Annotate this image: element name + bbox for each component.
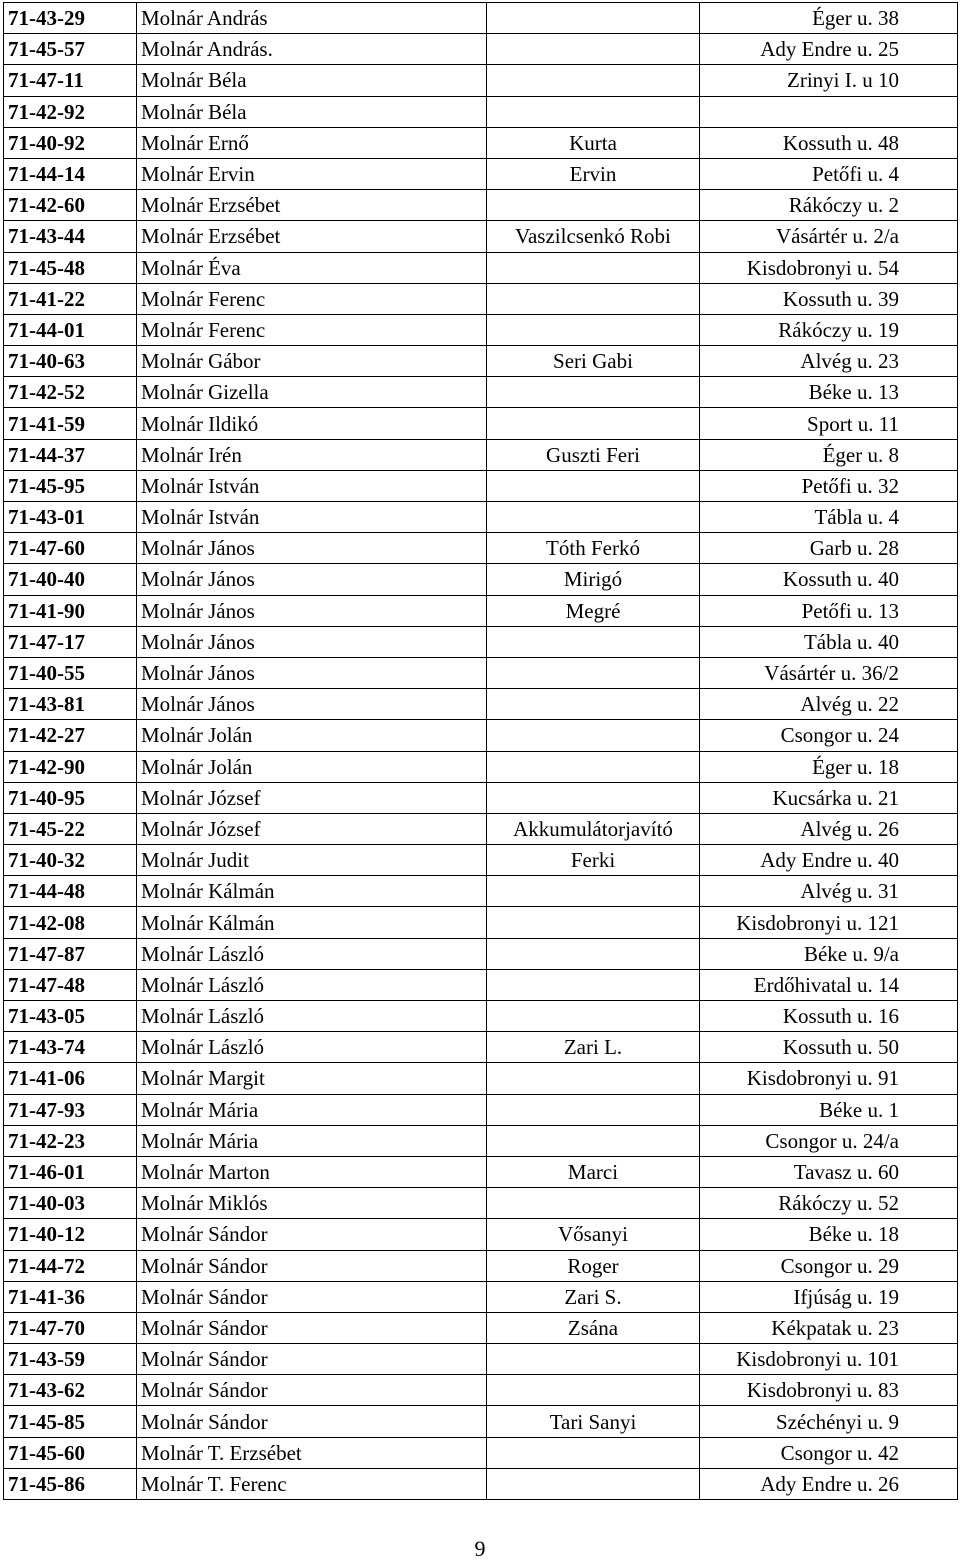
table-row xyxy=(4,751,958,782)
table-row xyxy=(4,283,958,314)
person-name-cell: Molnár Kálmán xyxy=(137,876,487,907)
table-row xyxy=(4,190,958,221)
address-cell: Ady Endre u. 25 xyxy=(700,34,958,65)
table-row xyxy=(4,158,958,189)
table-row xyxy=(4,689,958,720)
address-cell: Kisdobronyi u. 54 xyxy=(700,252,958,283)
address-cell: Béke u. 1 xyxy=(700,1094,958,1125)
nickname-cell xyxy=(487,377,700,408)
table-row xyxy=(4,1188,958,1219)
address-cell: Béke u. 18 xyxy=(700,1219,958,1250)
table-row xyxy=(4,1001,958,1032)
person-name-cell: Molnár Gizella xyxy=(137,377,487,408)
phone-number-cell: 71-47-70 xyxy=(4,1312,137,1343)
nickname-cell: Megré xyxy=(487,595,700,626)
address-cell: Csongor u. 29 xyxy=(700,1250,958,1281)
table-row xyxy=(4,533,958,564)
phone-number-cell: 71-42-52 xyxy=(4,377,137,408)
nickname-cell: Ervin xyxy=(487,158,700,189)
table-row xyxy=(4,595,958,626)
phone-number-cell: 71-45-57 xyxy=(4,34,137,65)
phone-number-cell: 71-41-59 xyxy=(4,408,137,439)
person-name-cell: Molnár Erzsébet xyxy=(137,190,487,221)
nickname-cell xyxy=(487,470,700,501)
nickname-cell: Kurta xyxy=(487,127,700,158)
nickname-cell xyxy=(487,1344,700,1375)
nickname-cell: Vősanyi xyxy=(487,1219,700,1250)
table-row xyxy=(4,1250,958,1281)
nickname-cell: Zari L. xyxy=(487,1032,700,1063)
nickname-cell xyxy=(487,408,700,439)
table-row xyxy=(4,1032,958,1063)
nickname-cell: Akkumulátorjavító xyxy=(487,813,700,844)
phone-number-cell: 71-42-92 xyxy=(4,96,137,127)
table-row xyxy=(4,1063,958,1094)
phone-number-cell: 71-43-29 xyxy=(4,3,137,34)
phone-directory-body xyxy=(4,3,958,1500)
phone-number-cell: 71-47-87 xyxy=(4,938,137,969)
phone-number-cell: 71-41-90 xyxy=(4,595,137,626)
address-cell: Garb u. 28 xyxy=(700,533,958,564)
table-row xyxy=(4,96,958,127)
phone-number-cell: 71-42-08 xyxy=(4,907,137,938)
address-cell: Kossuth u. 39 xyxy=(700,283,958,314)
address-cell: Rákóczy u. 52 xyxy=(700,1188,958,1219)
address-cell: Béke u. 9/a xyxy=(700,938,958,969)
person-name-cell: Molnár János xyxy=(137,564,487,595)
person-name-cell: Molnár T. Erzsébet xyxy=(137,1437,487,1468)
nickname-cell: Marci xyxy=(487,1156,700,1187)
person-name-cell: Molnár Béla xyxy=(137,65,487,96)
nickname-cell xyxy=(487,1125,700,1156)
table-row xyxy=(4,3,958,34)
table-row xyxy=(4,1344,958,1375)
nickname-cell xyxy=(487,1094,700,1125)
address-cell: Csongor u. 24/a xyxy=(700,1125,958,1156)
person-name-cell: Molnár Jolán xyxy=(137,720,487,751)
address-cell: Petőfi u. 4 xyxy=(700,158,958,189)
person-name-cell: Molnár Irén xyxy=(137,439,487,470)
phone-number-cell: 71-47-11 xyxy=(4,65,137,96)
address-cell: Béke u. 13 xyxy=(700,377,958,408)
table-row xyxy=(4,221,958,252)
table-row xyxy=(4,127,958,158)
address-cell: Kossuth u. 16 xyxy=(700,1001,958,1032)
address-cell: Tavasz u. 60 xyxy=(700,1156,958,1187)
phone-number-cell: 71-44-01 xyxy=(4,314,137,345)
table-row xyxy=(4,564,958,595)
phone-number-cell: 71-47-48 xyxy=(4,969,137,1000)
address-cell: Alvég u. 22 xyxy=(700,689,958,720)
person-name-cell: Molnár Sándor xyxy=(137,1344,487,1375)
phone-number-cell: 71-43-44 xyxy=(4,221,137,252)
phone-directory-table xyxy=(3,2,958,1500)
phone-number-cell: 71-47-60 xyxy=(4,533,137,564)
nickname-cell: Guszti Feri xyxy=(487,439,700,470)
address-cell: Ifjúság u. 19 xyxy=(700,1281,958,1312)
person-name-cell: Molnár László xyxy=(137,1032,487,1063)
phone-number-cell: 71-40-12 xyxy=(4,1219,137,1250)
person-name-cell: Molnár Mária xyxy=(137,1094,487,1125)
nickname-cell xyxy=(487,1375,700,1406)
nickname-cell xyxy=(487,502,700,533)
table-row xyxy=(4,938,958,969)
person-name-cell: Molnár János xyxy=(137,626,487,657)
address-cell: Petőfi u. 32 xyxy=(700,470,958,501)
nickname-cell: Tari Sanyi xyxy=(487,1406,700,1437)
address-cell: Vásártér u. 36/2 xyxy=(700,657,958,688)
address-cell: Kékpatak u. 23 xyxy=(700,1312,958,1343)
person-name-cell: Molnár Margit xyxy=(137,1063,487,1094)
table-row xyxy=(4,1125,958,1156)
address-cell: Kisdobronyi u. 91 xyxy=(700,1063,958,1094)
phone-number-cell: 71-40-55 xyxy=(4,657,137,688)
address-cell: Alvég u. 31 xyxy=(700,876,958,907)
nickname-cell: Ferki xyxy=(487,845,700,876)
nickname-cell xyxy=(487,65,700,96)
address-cell: Éger u. 38 xyxy=(700,3,958,34)
nickname-cell: Roger xyxy=(487,1250,700,1281)
nickname-cell: Seri Gabi xyxy=(487,346,700,377)
phone-number-cell: 71-43-81 xyxy=(4,689,137,720)
person-name-cell: Molnár Éva xyxy=(137,252,487,283)
address-cell: Csongor u. 24 xyxy=(700,720,958,751)
nickname-cell xyxy=(487,969,700,1000)
address-cell: Csongor u. 42 xyxy=(700,1437,958,1468)
table-row xyxy=(4,1281,958,1312)
table-row xyxy=(4,1219,958,1250)
phone-number-cell: 71-41-22 xyxy=(4,283,137,314)
phone-number-cell: 71-40-40 xyxy=(4,564,137,595)
table-row xyxy=(4,876,958,907)
nickname-cell xyxy=(487,1188,700,1219)
address-cell: Alvég u. 23 xyxy=(700,346,958,377)
person-name-cell: Molnár Sándor xyxy=(137,1406,487,1437)
nickname-cell xyxy=(487,1063,700,1094)
phone-number-cell: 71-44-14 xyxy=(4,158,137,189)
person-name-cell: Molnár Ildikó xyxy=(137,408,487,439)
phone-number-cell: 71-45-60 xyxy=(4,1437,137,1468)
nickname-cell xyxy=(487,1437,700,1468)
phone-number-cell: 71-45-95 xyxy=(4,470,137,501)
phone-number-cell: 71-45-22 xyxy=(4,813,137,844)
phone-number-cell: 71-41-36 xyxy=(4,1281,137,1312)
nickname-cell xyxy=(487,1001,700,1032)
person-name-cell: Molnár Sándor xyxy=(137,1312,487,1343)
table-row xyxy=(4,408,958,439)
address-cell: Erdőhivatal u. 14 xyxy=(700,969,958,1000)
person-name-cell: Molnár Kálmán xyxy=(137,907,487,938)
phone-number-cell: 71-47-17 xyxy=(4,626,137,657)
table-row xyxy=(4,782,958,813)
table-row xyxy=(4,377,958,408)
table-row xyxy=(4,346,958,377)
person-name-cell: Molnár Ervin xyxy=(137,158,487,189)
table-row xyxy=(4,907,958,938)
person-name-cell: Molnár Béla xyxy=(137,96,487,127)
nickname-cell xyxy=(487,96,700,127)
phone-number-cell: 71-40-03 xyxy=(4,1188,137,1219)
table-row xyxy=(4,1375,958,1406)
person-name-cell: Molnár László xyxy=(137,969,487,1000)
address-cell: Sport u. 11 xyxy=(700,408,958,439)
table-row xyxy=(4,720,958,751)
phone-number-cell: 71-45-86 xyxy=(4,1468,137,1499)
person-name-cell: Molnár András xyxy=(137,3,487,34)
nickname-cell xyxy=(487,34,700,65)
person-name-cell: Molnár Sándor xyxy=(137,1281,487,1312)
phone-number-cell: 71-45-85 xyxy=(4,1406,137,1437)
table-row xyxy=(4,657,958,688)
person-name-cell: Molnár Ernő xyxy=(137,127,487,158)
person-name-cell: Molnár László xyxy=(137,938,487,969)
person-name-cell: Molnár István xyxy=(137,502,487,533)
nickname-cell xyxy=(487,782,700,813)
address-cell: Alvég u. 26 xyxy=(700,813,958,844)
nickname-cell xyxy=(487,751,700,782)
person-name-cell: Molnár János xyxy=(137,533,487,564)
phone-number-cell: 71-42-60 xyxy=(4,190,137,221)
table-row xyxy=(4,439,958,470)
nickname-cell: Vaszilcsenkó Robi xyxy=(487,221,700,252)
nickname-cell xyxy=(487,689,700,720)
nickname-cell xyxy=(487,252,700,283)
phone-number-cell: 71-40-32 xyxy=(4,845,137,876)
person-name-cell: Molnár Ferenc xyxy=(137,314,487,345)
nickname-cell xyxy=(487,657,700,688)
address-cell: Kisdobronyi u. 121 xyxy=(700,907,958,938)
phone-number-cell: 71-44-37 xyxy=(4,439,137,470)
phone-number-cell: 71-40-63 xyxy=(4,346,137,377)
address-cell xyxy=(700,96,958,127)
phone-number-cell: 71-43-74 xyxy=(4,1032,137,1063)
address-cell: Éger u. 8 xyxy=(700,439,958,470)
table-row xyxy=(4,252,958,283)
address-cell: Kisdobronyi u. 101 xyxy=(700,1344,958,1375)
table-row xyxy=(4,502,958,533)
address-cell: Tábla u. 4 xyxy=(700,502,958,533)
phone-number-cell: 71-46-01 xyxy=(4,1156,137,1187)
phone-number-cell: 71-40-95 xyxy=(4,782,137,813)
phone-number-cell: 71-47-93 xyxy=(4,1094,137,1125)
table-row xyxy=(4,1094,958,1125)
address-cell: Petőfi u. 13 xyxy=(700,595,958,626)
phone-number-cell: 71-40-92 xyxy=(4,127,137,158)
address-cell: Kossuth u. 48 xyxy=(700,127,958,158)
table-row xyxy=(4,969,958,1000)
person-name-cell: Molnár István xyxy=(137,470,487,501)
nickname-cell: Mirigó xyxy=(487,564,700,595)
phone-number-cell: 71-43-01 xyxy=(4,502,137,533)
person-name-cell: Molnár Ferenc xyxy=(137,283,487,314)
phone-number-cell: 71-43-05 xyxy=(4,1001,137,1032)
person-name-cell: Molnár Erzsébet xyxy=(137,221,487,252)
address-cell: Kisdobronyi u. 83 xyxy=(700,1375,958,1406)
address-cell: Kossuth u. 40 xyxy=(700,564,958,595)
person-name-cell: Molnár János xyxy=(137,595,487,626)
nickname-cell xyxy=(487,907,700,938)
phone-number-cell: 71-44-72 xyxy=(4,1250,137,1281)
phone-number-cell: 71-43-59 xyxy=(4,1344,137,1375)
nickname-cell: Tóth Ferkó xyxy=(487,533,700,564)
person-name-cell: Molnár József xyxy=(137,782,487,813)
phone-number-cell: 71-45-48 xyxy=(4,252,137,283)
table-row xyxy=(4,470,958,501)
person-name-cell: Molnár Sándor xyxy=(137,1375,487,1406)
person-name-cell: Molnár Sándor xyxy=(137,1250,487,1281)
nickname-cell xyxy=(487,283,700,314)
table-row xyxy=(4,813,958,844)
table-row xyxy=(4,1312,958,1343)
address-cell: Vásártér u. 2/a xyxy=(700,221,958,252)
table-row xyxy=(4,314,958,345)
phone-number-cell: 71-43-62 xyxy=(4,1375,137,1406)
table-row xyxy=(4,626,958,657)
phone-number-cell: 71-42-23 xyxy=(4,1125,137,1156)
phone-number-cell: 71-42-90 xyxy=(4,751,137,782)
phone-number-cell: 71-41-06 xyxy=(4,1063,137,1094)
address-cell: Éger u. 18 xyxy=(700,751,958,782)
nickname-cell xyxy=(487,3,700,34)
address-cell: Rákóczy u. 2 xyxy=(700,190,958,221)
person-name-cell: Molnár Marton xyxy=(137,1156,487,1187)
table-row xyxy=(4,1406,958,1437)
table-row xyxy=(4,845,958,876)
person-name-cell: Molnár András. xyxy=(137,34,487,65)
nickname-cell xyxy=(487,876,700,907)
nickname-cell xyxy=(487,938,700,969)
person-name-cell: Molnár János xyxy=(137,657,487,688)
person-name-cell: Molnár Miklós xyxy=(137,1188,487,1219)
nickname-cell xyxy=(487,626,700,657)
page-number: 9 xyxy=(474,1536,486,1561)
nickname-cell: Zsána xyxy=(487,1312,700,1343)
person-name-cell: Molnár Judit xyxy=(137,845,487,876)
person-name-cell: Molnár János xyxy=(137,689,487,720)
address-cell: Széchényi u. 9 xyxy=(700,1406,958,1437)
address-cell: Ady Endre u. 26 xyxy=(700,1468,958,1499)
phone-number-cell: 71-44-48 xyxy=(4,876,137,907)
table-row xyxy=(4,1156,958,1187)
person-name-cell: Molnár Mária xyxy=(137,1125,487,1156)
nickname-cell: Zari S. xyxy=(487,1281,700,1312)
nickname-cell xyxy=(487,314,700,345)
address-cell: Rákóczy u. 19 xyxy=(700,314,958,345)
address-cell: Kucsárka u. 21 xyxy=(700,782,958,813)
nickname-cell xyxy=(487,190,700,221)
person-name-cell: Molnár József xyxy=(137,813,487,844)
address-cell: Ady Endre u. 40 xyxy=(700,845,958,876)
person-name-cell: Molnár László xyxy=(137,1001,487,1032)
nickname-cell xyxy=(487,720,700,751)
table-row xyxy=(4,1468,958,1499)
person-name-cell: Molnár Sándor xyxy=(137,1219,487,1250)
table-row xyxy=(4,1437,958,1468)
person-name-cell: Molnár T. Ferenc xyxy=(137,1468,487,1499)
nickname-cell xyxy=(487,1468,700,1499)
table-row xyxy=(4,65,958,96)
address-cell: Kossuth u. 50 xyxy=(700,1032,958,1063)
phone-number-cell: 71-42-27 xyxy=(4,720,137,751)
person-name-cell: Molnár Gábor xyxy=(137,346,487,377)
address-cell: Zrinyi I. u 10 xyxy=(700,65,958,96)
table-row xyxy=(4,34,958,65)
address-cell: Tábla u. 40 xyxy=(700,626,958,657)
person-name-cell: Molnár Jolán xyxy=(137,751,487,782)
